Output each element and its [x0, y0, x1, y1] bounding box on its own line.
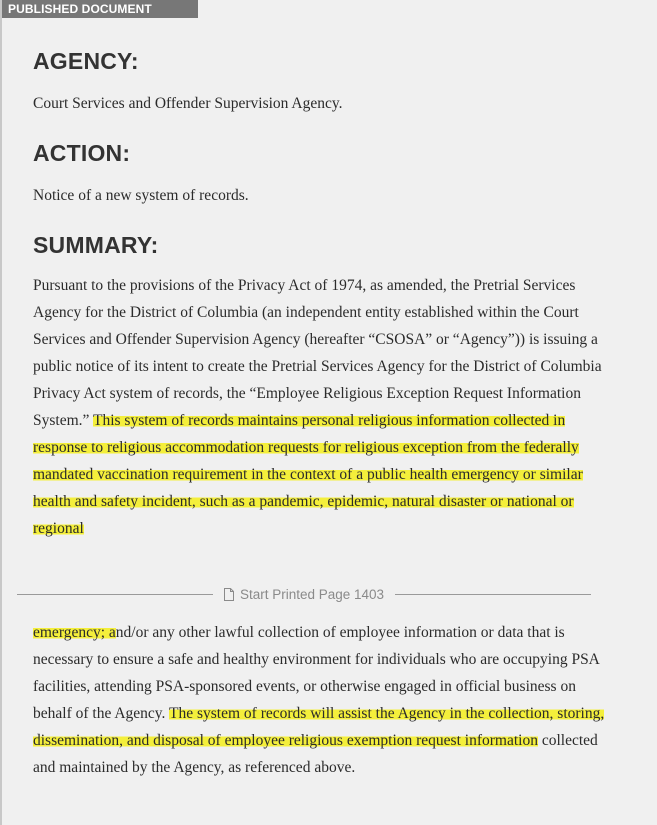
summary-text: Pursuant to the provisions of the Privacy Act of 1974, as amended, the Pretrial Services Agency for the District of Columbia (an independent entity established within the Court Services and Offender Supervision Agency (hereafter “CSOSA” or “Agency”)) is issuing a public notice of its intent to create the Pretrial Services Agency for the District of Columbia Privacy Act system of records, the “Employee Religious Exception Request Information System.” [33, 277, 602, 429]
document-content [33, 48, 613, 542]
summary-text: collected and maintained by the Agency, as referenced above. [33, 732, 598, 776]
summary-text: nd/or any other lawful collection of employee information or data that is necessary to ensure a safe and healthy environment for individuals who are occupying PSA facilities, attending PSA-sponsored events, or otherwise engaged in official business on behalf of the Agency. [33, 624, 600, 722]
action-text: Notice of a new system of records. [33, 187, 249, 204]
divider-line-right [395, 594, 591, 595]
page-break-divider [17, 584, 591, 604]
highlighted-text: emergency; a [33, 624, 116, 641]
agency-text: Court Services and Offender Supervision Agency. [33, 95, 343, 112]
summary-paragraph-part1 [33, 272, 613, 542]
highlighted-text: The system of records will assist the Agency in the collection, storing, dissemination, and disposal of employee religious exemption request information [33, 705, 605, 749]
document-content-continued [33, 619, 613, 781]
summary-paragraph-part2 [33, 619, 613, 781]
page-break-label-group [213, 587, 395, 602]
page-break-label: Start Printed Page 1403 [239, 586, 385, 602]
published-document-badge: PUBLISHED DOCUMENT [2, 0, 198, 18]
highlighted-text: This system of records maintains personal religious information collected in response to religious accommodation requests for religious exception from the federally mandated vaccination requirement in the context of a public health emergency or similar health and safety incident, such as a pandemic, epidemic, natural disaster or national or regional [33, 412, 583, 537]
agency-heading: AGENCY: [33, 48, 139, 74]
divider-line-left [17, 594, 213, 595]
action-heading: ACTION: [33, 140, 131, 166]
summary-heading: SUMMARY: [33, 232, 159, 258]
page-icon [224, 588, 234, 601]
